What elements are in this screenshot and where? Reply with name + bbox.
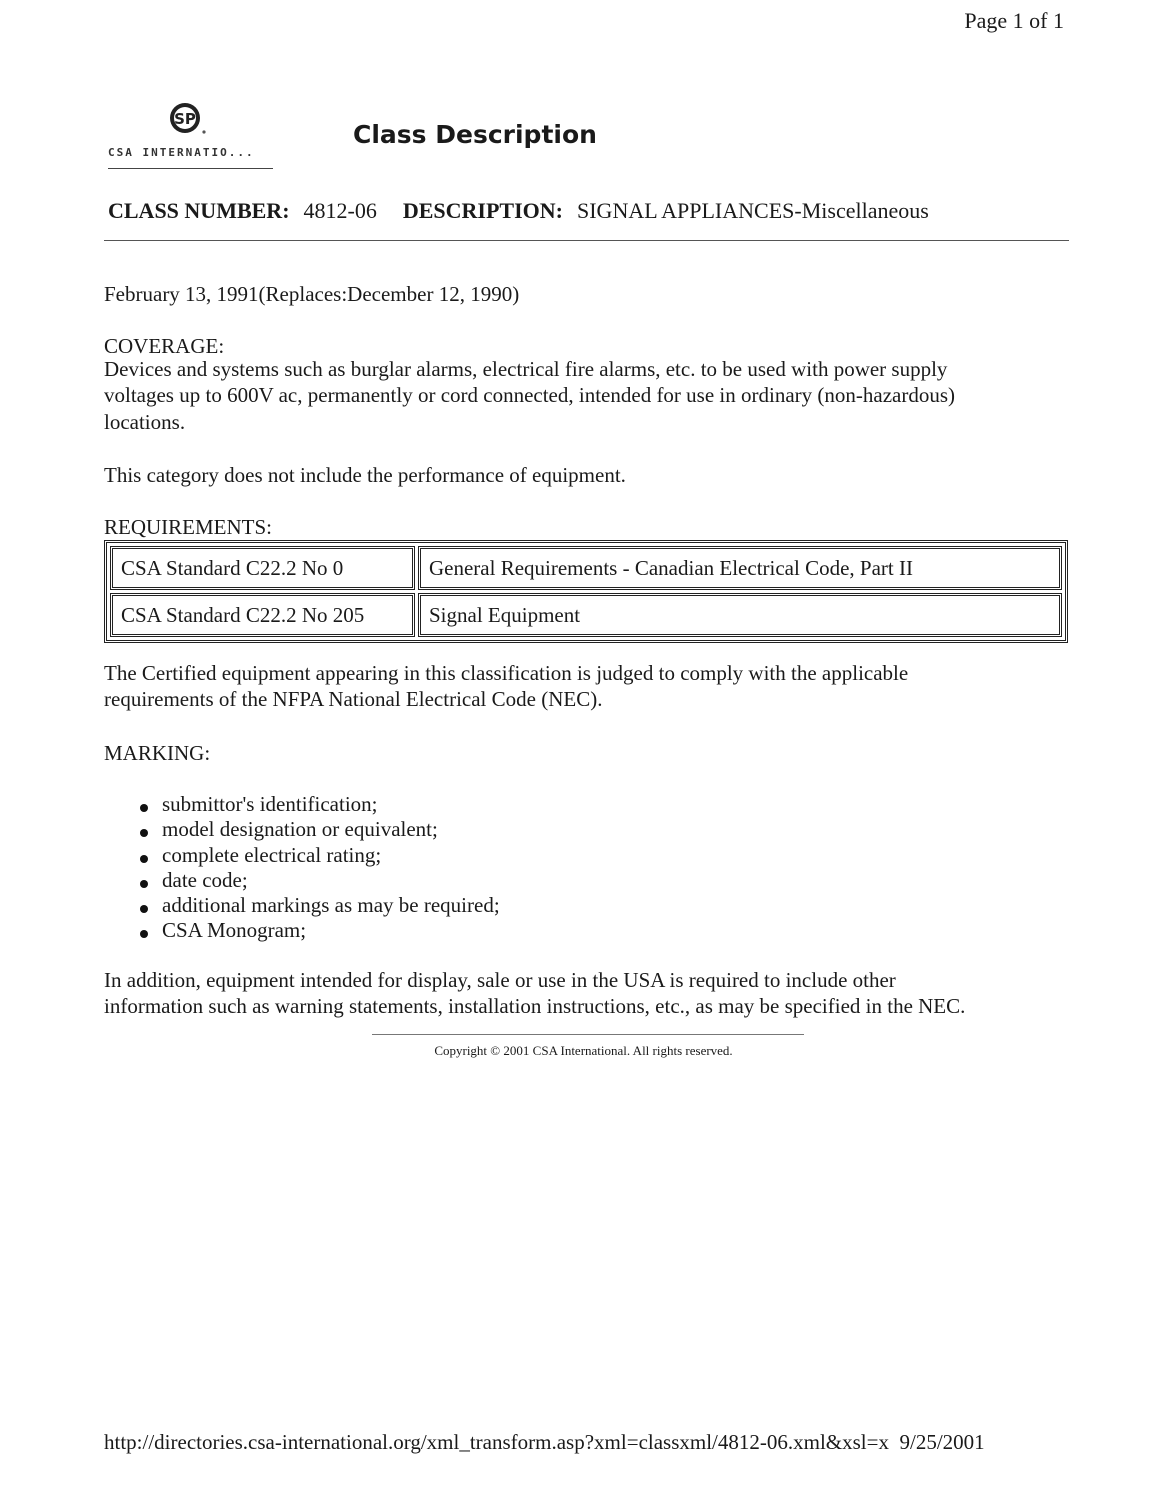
standard-title-cell: General Requirements - Canadian Electrical Code, Part II — [418, 546, 1062, 590]
list-item-text: date code; — [162, 867, 248, 892]
compliance-line-1: The Certified equipment appearing in this classification is judged to comply with the applicable — [104, 661, 909, 685]
list-item-text: submittor's identification; — [162, 792, 378, 816]
page-title: Class Description — [353, 120, 597, 149]
coverage-line-3: locations. — [104, 410, 186, 434]
logo-text: CSA INTERNATIO... — [108, 146, 255, 159]
csa-monogram-icon — [108, 98, 278, 146]
source-url: http://directories.csa-international.org/xml_transform.asp?xml=classxml/4812-06.xml&xsl=x — [104, 1430, 889, 1454]
table-row — [110, 593, 1062, 637]
coverage-line-1: Devices and systems such as burglar alarms, electrical fire alarms, etc. to be used with power supply — [104, 357, 948, 381]
list-item — [140, 843, 500, 868]
description-label: DESCRIPTION: — [402, 198, 563, 223]
bullet-icon — [140, 804, 148, 812]
coverage-line-2: voltages up to 600V ac, permanently or cord connected, intended for use in ordinary (non-hazardous) — [104, 383, 956, 407]
bullet-icon — [140, 905, 148, 913]
table-row — [110, 546, 1062, 590]
logo-monogram: SP — [174, 110, 196, 128]
list-item-text: complete electrical rating; — [162, 842, 382, 867]
compliance-line-2: requirements of the NFPA National Electrical Code (NEC). — [104, 687, 603, 711]
page-number: Page 1 of 1 — [964, 8, 1064, 33]
logo-underline — [108, 168, 273, 169]
list-item — [140, 893, 500, 918]
list-item-text: model designation or equivalent; — [162, 817, 438, 842]
exclusion-text: This category does not include the performance of equipment. — [104, 463, 626, 487]
marking-heading: MARKING: — [104, 741, 211, 765]
description-value: SIGNAL APPLIANCES-Miscellaneous — [577, 198, 929, 223]
list-item — [140, 868, 500, 893]
source-url-line — [104, 1430, 985, 1455]
csa-logo — [108, 98, 278, 180]
bullet-icon — [140, 855, 148, 863]
usa-line-2: information such as warning statements, installation instructions, etc., as may be specified in the NEC. — [104, 994, 966, 1018]
footer-divider — [372, 1034, 804, 1035]
list-item — [140, 792, 500, 817]
requirements-heading: REQUIREMENTS: — [104, 515, 272, 539]
requirements-table — [104, 540, 1068, 643]
print-date: 9/25/2001 — [899, 1430, 985, 1454]
class-number-label: CLASS NUMBER: — [108, 198, 290, 223]
copyright-notice: Copyright © 2001 CSA International. All rights reserved. — [434, 1043, 733, 1058]
coverage-heading: COVERAGE: — [104, 334, 225, 358]
list-item — [140, 918, 500, 943]
bullet-icon — [140, 930, 148, 938]
standard-cell: CSA Standard C22.2 No 205 — [110, 593, 415, 637]
marking-list — [140, 792, 500, 944]
usa-line-1: In addition, equipment intended for display, sale or use in the USA is required to include other — [104, 968, 896, 992]
standard-cell: CSA Standard C22.2 No 0 — [110, 546, 415, 590]
list-item-text: additional markings as may be required; — [162, 893, 500, 918]
bullet-icon — [140, 880, 148, 888]
header-divider — [104, 240, 1069, 241]
list-item — [140, 817, 500, 842]
class-number-value: 4812-06 — [303, 198, 377, 223]
list-item-text: CSA Monogram; — [162, 918, 307, 943]
issue-date: February 13, 1991(Replaces:December 12, 1990) — [104, 282, 520, 306]
bullet-icon — [140, 829, 148, 837]
class-info-line — [108, 198, 929, 224]
standard-title-cell: Signal Equipment — [418, 593, 1062, 637]
